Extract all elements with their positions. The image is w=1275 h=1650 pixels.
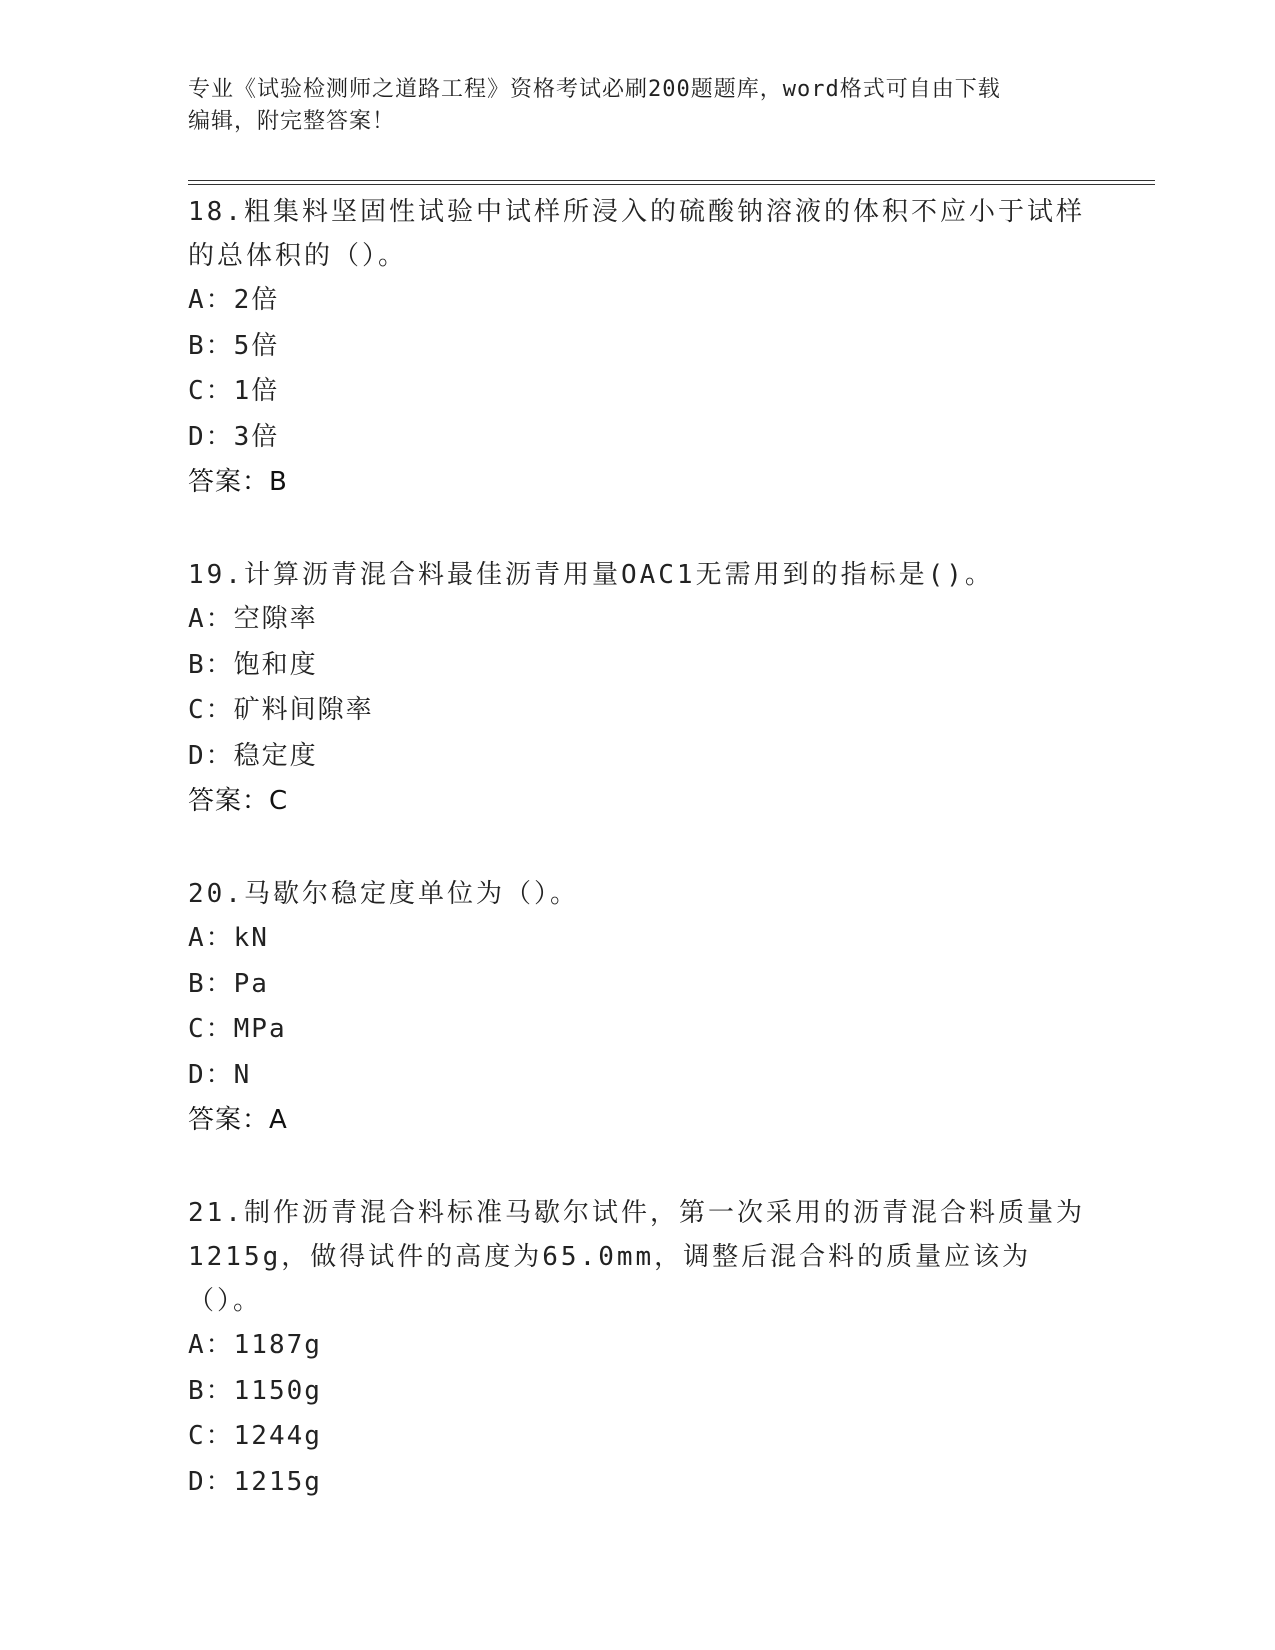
answer-label: 答案：B xyxy=(188,467,288,497)
option-letter: A： xyxy=(188,1330,234,1360)
option-c xyxy=(188,369,1088,415)
option-text: 1215g xyxy=(233,1466,322,1497)
option-letter: D： xyxy=(188,740,234,771)
header-divider-top xyxy=(188,180,1155,181)
option-text: 矿料间隙率 xyxy=(233,695,374,725)
header-line-2: 编辑，附完整答案！ xyxy=(188,109,396,134)
option-letter: B： xyxy=(188,968,234,999)
option-text: MPa xyxy=(233,1014,287,1044)
option-d xyxy=(188,1460,1088,1506)
option-letter: A： xyxy=(188,923,234,953)
option-text: Pa xyxy=(233,968,269,999)
option-letter: C： xyxy=(188,376,234,406)
option-b xyxy=(188,1369,1088,1415)
option-b xyxy=(188,962,1088,1008)
question-18 xyxy=(188,190,1088,504)
option-letter: B： xyxy=(188,1375,234,1406)
option-text: 1倍 xyxy=(233,376,280,406)
question-stem-line-1: 21.制作沥青混合料标准马歇尔试件，第一次采用的沥青混合料质量为 xyxy=(188,1198,1085,1228)
option-a xyxy=(188,278,1088,324)
option-text: 1150g xyxy=(233,1375,322,1406)
question-stem-line-1: 20.马歇尔稳定度单位为（）。 xyxy=(188,879,579,909)
option-text: 5倍 xyxy=(233,330,280,361)
header-divider-bottom xyxy=(188,184,1155,185)
option-text: N xyxy=(233,1059,252,1090)
question-20 xyxy=(188,872,1088,1142)
question-stem-line-2: 的总体积的（）。 xyxy=(188,241,408,271)
answer-label: 答案：C xyxy=(188,786,289,816)
option-c xyxy=(188,1414,1088,1460)
document-header xyxy=(188,74,1078,138)
option-letter: D： xyxy=(188,1466,234,1497)
option-b xyxy=(188,643,1088,689)
option-c xyxy=(188,688,1088,734)
answer-label: 答案：A xyxy=(188,1105,288,1135)
option-d xyxy=(188,734,1088,780)
question-stem-line-1: 19.计算沥青混合料最佳沥青用量OAC1无需用到的指标是()。 xyxy=(188,560,994,590)
question-stem-line-1: 18.粗集料坚固性试验中试样所浸入的硫酸钠溶液的体积不应小于试样 xyxy=(188,197,1085,227)
option-a xyxy=(188,597,1088,643)
option-text: 饱和度 xyxy=(233,649,318,680)
option-letter: A： xyxy=(188,604,234,634)
option-text: 1187g xyxy=(233,1330,322,1360)
option-letter: C： xyxy=(188,1421,234,1451)
option-a xyxy=(188,1323,1088,1369)
option-text: 空隙率 xyxy=(233,604,318,634)
option-d xyxy=(188,415,1088,461)
option-b xyxy=(188,324,1088,370)
option-letter: D： xyxy=(188,421,234,452)
option-c xyxy=(188,1007,1088,1053)
question-list xyxy=(188,190,1088,1554)
option-text: kN xyxy=(233,923,269,953)
option-d xyxy=(188,1053,1088,1099)
option-text: 1244g xyxy=(233,1421,322,1451)
option-letter: A： xyxy=(188,285,234,315)
header-line-1: 专业《试验检测师之道路工程》资格考试必刷200题题库，word格式可自由下载 xyxy=(188,77,1001,102)
option-text: 稳定度 xyxy=(233,740,318,771)
option-text: 3倍 xyxy=(233,421,280,452)
option-letter: D： xyxy=(188,1059,234,1090)
option-letter: B： xyxy=(188,330,234,361)
option-letter: C： xyxy=(188,1014,234,1044)
question-21 xyxy=(188,1191,1088,1505)
option-text: 2倍 xyxy=(233,285,280,315)
option-letter: B： xyxy=(188,649,234,680)
question-19 xyxy=(188,553,1088,823)
option-letter: C： xyxy=(188,695,234,725)
question-stem-line-2: 1215g，做得试件的高度为65.0mm，调整后混合料的质量应该为（）。 xyxy=(188,1242,1032,1316)
option-a xyxy=(188,916,1088,962)
